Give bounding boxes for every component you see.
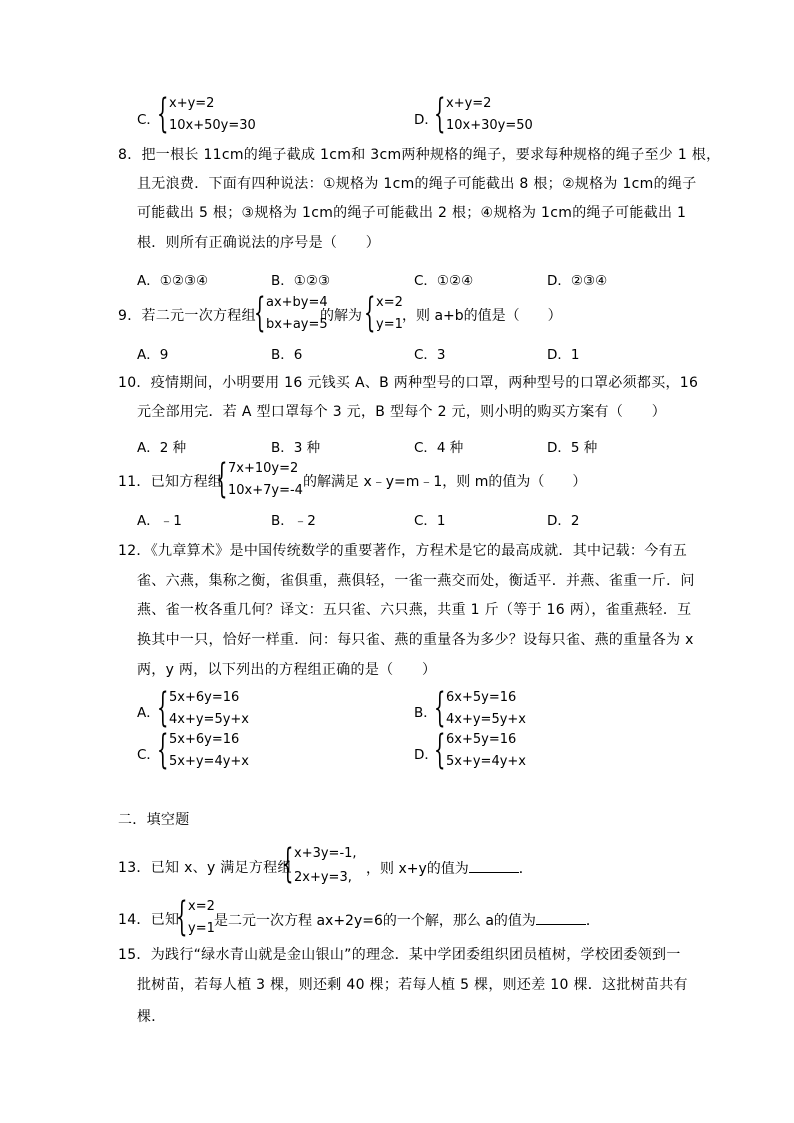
q11-option-d: D．2 — [547, 513, 580, 529]
equation: 5x+y=4y+x — [446, 754, 526, 769]
q12-line-1: 12．《九章算术》是中国传统数学的重要著作，方程术是它的最高成就．其中记载：今有五 — [118, 543, 688, 559]
q8-line-2: 且无浪费．下面有四种说法：①规格为 1cm的绳子可能截出 8 根；②规格为 1cm的绳子 — [137, 176, 697, 192]
left-brace-icon: { — [176, 894, 188, 940]
left-brace-icon: { — [216, 456, 228, 502]
q9-prefix: 9．若二元一次方程组 — [118, 308, 256, 324]
section-title: 二．填空题 — [118, 812, 190, 828]
equation: 4x+y=5y+x — [169, 712, 249, 727]
equation: x=2 — [188, 899, 215, 914]
q9-option-b: B．6 — [271, 347, 303, 363]
left-brace-icon: { — [434, 727, 446, 773]
equation: x+y=2 — [169, 96, 215, 111]
equation: x=2 — [376, 295, 403, 310]
q12-line-4: 换其中一只，恰好一样重．问：每只雀、燕的重量各为多少？设每只雀、燕的重量各为 x — [137, 632, 694, 648]
q15-line-1: 15．为践行“绿水青山就是金山银山”的理念．某中学团委组织团员植树，学校团委领到一 — [118, 947, 681, 963]
q11-option-a: A．﹣1 — [137, 513, 182, 529]
q11-suffix: 的解满足 x﹣y=m﹣1，则 m的值为（ ） — [303, 474, 587, 490]
q9-option-d: D．1 — [547, 347, 580, 363]
q14-suffix: 是二元一次方程 ax+2y=6的一个解，那么 a的值为 ． — [214, 910, 600, 931]
equation: 7x+10y=2 — [228, 461, 299, 476]
q8-option-b: B．①②③ — [271, 273, 331, 289]
q9-mid: 的解为 — [320, 308, 362, 324]
q9-option-a: A．9 — [137, 347, 169, 363]
q11-system — [216, 456, 303, 502]
q12-option-d-system — [434, 727, 526, 773]
q10-option-a: A．2 种 — [137, 440, 187, 456]
q12-line-3: 燕、雀一枚各重几何？译文：五只雀、六只燕，共重 1 斤（等于 16 两），雀重燕轻．互 — [137, 602, 692, 618]
q11-option-b: B．﹣2 — [271, 513, 316, 529]
q7-option-c-label: C． — [137, 112, 160, 128]
q7-option-c-system — [157, 91, 256, 137]
equation: 5x+y=4y+x — [169, 754, 249, 769]
q8-option-c: C．①②④ — [414, 273, 474, 289]
q8-line-1: 8．把一根长 11cm的绳子截成 1cm和 3cm两种规格的绳子，要求每种规格的绳子至少 1 根， — [118, 147, 721, 163]
q12-option-b-system — [434, 685, 526, 731]
left-brace-icon: { — [434, 91, 446, 137]
q11-prefix: 11．已知方程组 — [118, 474, 223, 490]
q11-option-c: C．1 — [414, 513, 446, 529]
q12-option-c-label: C． — [137, 747, 160, 763]
q14-solution — [176, 894, 215, 940]
left-brace-icon: { — [364, 290, 376, 336]
q12-line-2: 雀、六燕，集称之衡，雀俱重，燕俱轻，一雀一燕交而处，衡适平．并燕、雀重一斤．问 — [137, 573, 695, 589]
q12-option-c-system — [157, 727, 249, 773]
q8-option-a: A．①②③④ — [137, 273, 209, 289]
q13-suffix: ，则 x+y的值为 ． — [366, 858, 533, 879]
left-brace-icon: { — [434, 685, 446, 731]
q12-option-a-label: A． — [137, 705, 160, 721]
equation: 4x+y=5y+x — [446, 712, 526, 727]
q9-suffix: ，则 a+b的值是（ ） — [402, 308, 562, 324]
q7-option-d-system — [434, 91, 533, 137]
q9-solution — [364, 290, 403, 336]
equation: 6x+5y=16 — [446, 690, 517, 705]
equation: y=1 — [376, 317, 403, 332]
left-brace-icon: { — [282, 841, 294, 887]
left-brace-icon: { — [157, 727, 169, 773]
left-brace-icon: { — [157, 685, 169, 731]
q8-line-4: 根．则所有正确说法的序号是（ ） — [137, 235, 381, 251]
equation: x+3y=-1, — [294, 846, 357, 861]
q12-option-b-label: B． — [414, 705, 437, 721]
q10-option-c: C．4 种 — [414, 440, 464, 456]
equation: ax+by=4 — [266, 295, 328, 310]
q9-option-c: C．3 — [414, 347, 446, 363]
equation: x+y=2 — [446, 96, 492, 111]
q8-option-d: D．②③④ — [547, 273, 608, 289]
q15-line-3: 棵． — [137, 1009, 166, 1025]
q14-prefix: 14．已知 — [118, 912, 180, 928]
q10-option-b: B．3 种 — [271, 440, 321, 456]
q8-line-3: 可能截出 5 根；③规格为 1cm的绳子可能截出 2 根；④规格为 1cm的绳子可能截出 1 — [137, 205, 687, 221]
q10-option-d: D．5 种 — [547, 440, 598, 456]
q13-system — [282, 841, 357, 888]
equation: 10x+7y=-4 — [228, 483, 303, 498]
equation: 10x+30y=50 — [446, 118, 533, 133]
equation: 10x+50y=30 — [169, 118, 256, 133]
equation: 6x+5y=16 — [446, 732, 517, 747]
q12-option-d-label: D． — [414, 747, 438, 763]
equation: 5x+6y=16 — [169, 732, 240, 747]
q9-system — [254, 290, 328, 336]
equation: 2x+y=3, — [294, 870, 352, 885]
q12-option-a-system — [157, 685, 249, 731]
equation: 5x+6y=16 — [169, 690, 240, 705]
q7-option-d-label: D． — [414, 112, 438, 128]
q10-line-1: 10．疫情期间，小明要用 16 元钱买 A、B 两种型号的口罩，两种型号的口罩必须都买，16 — [118, 375, 699, 391]
equation: y=1 — [188, 921, 215, 936]
equation: bx+ay=5 — [266, 317, 328, 332]
q15-line-2: 批树苗，若每人植 3 棵，则还剩 40 棵；若每人植 5 棵，则还差 10 棵．这批树苗共有 — [137, 977, 688, 993]
q13-prefix: 13．已知 x、y 满足方程组 — [118, 860, 292, 876]
answer-blank[interactable] — [469, 858, 519, 873]
q10-line-2: 元全部用完．若 A 型口罩每个 3 元，B 型每个 2 元，则小明的购买方案有（ ） — [137, 404, 667, 420]
q12-line-5: 两，y 两，以下列出的方程组正确的是（ ） — [137, 662, 437, 678]
left-brace-icon: { — [157, 91, 169, 137]
answer-blank[interactable] — [536, 910, 586, 925]
left-brace-icon: { — [254, 290, 266, 336]
